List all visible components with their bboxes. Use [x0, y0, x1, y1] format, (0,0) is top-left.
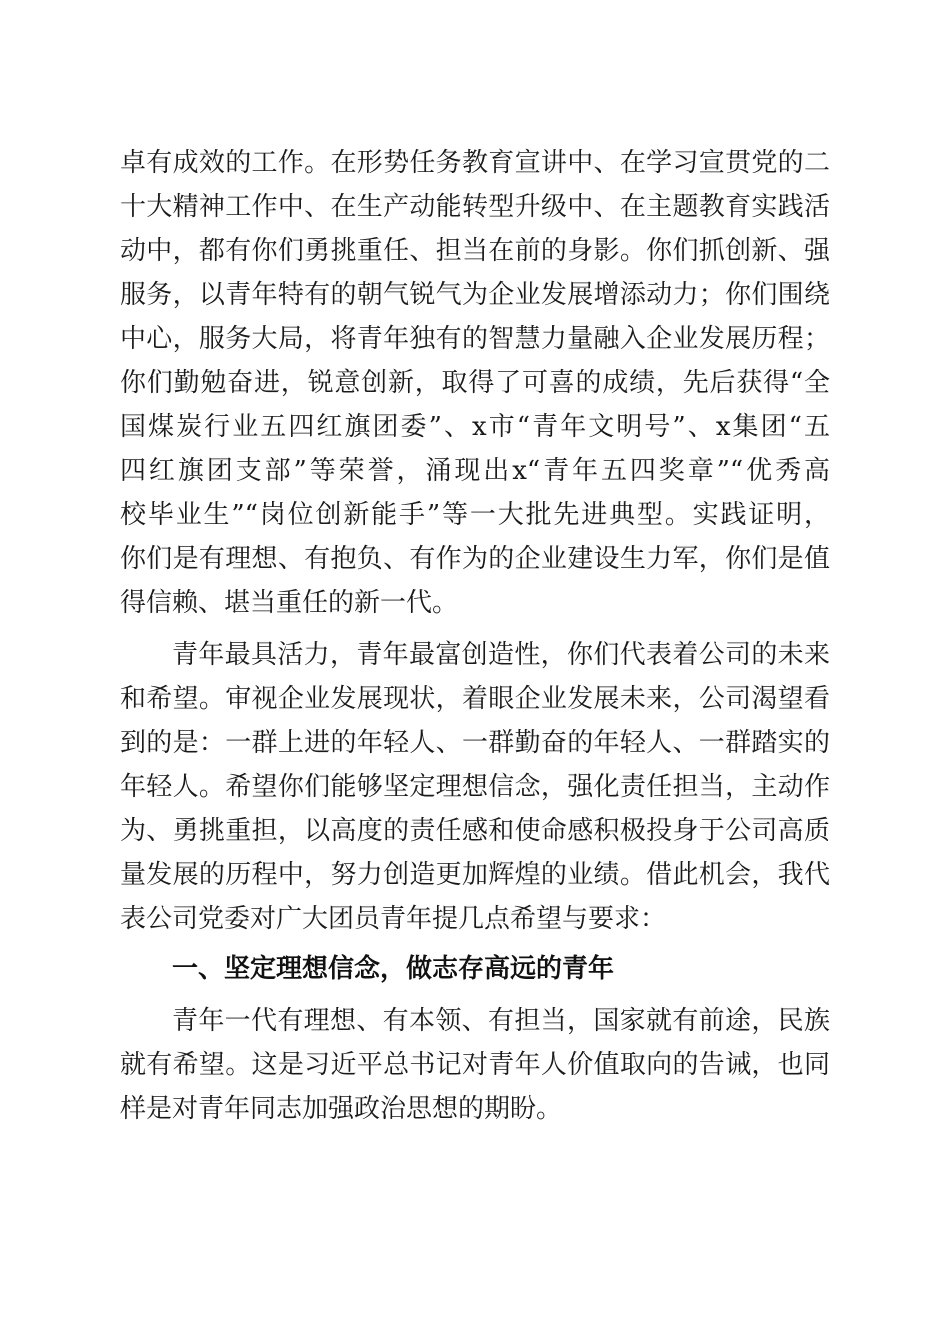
paragraph-line: 国煤炭行业五四红旗团委”、x市“青年文明号”、x集团“五: [120, 412, 830, 442]
paragraph-line: 得信赖、堪当重任的新一代。: [120, 588, 459, 618]
paragraph-line: 卓有成效的工作。在形势任务教育宣讲中、在学习宣贯党的二: [120, 148, 830, 178]
paragraph-line: 你们勤勉奋进，锐意创新，取得了可喜的成绩，先后获得“全: [120, 368, 830, 398]
paragraph-line: 青年一代有理想、有本领、有担当，国家就有前途，民族: [172, 1006, 830, 1036]
paragraph-line: 服务，以青年特有的朝气锐气为企业发展增添动力；你们围绕: [120, 280, 830, 310]
paragraph-line: 和希望。审视企业发展现状，着眼企业发展未来，公司渴望看: [120, 684, 830, 714]
paragraph-line: 表公司党委对广大团员青年提几点希望与要求：: [120, 904, 667, 934]
paragraph-line: 年轻人。希望你们能够坚定理想信念，强化责任担当，主动作: [120, 772, 830, 802]
paragraph-line: 到的是：一群上进的年轻人、一群勤奋的年轻人、一群踏实的: [120, 728, 830, 758]
paragraph-line: 校毕业生”“岗位创新能手”等一大批先进典型。实践证明，: [120, 500, 830, 530]
paragraph-line: 四红旗团支部”等荣誉，涌现出x“青年五四奖章”“优秀高: [120, 456, 830, 486]
paragraph-line: 中心，服务大局，将青年独有的智慧力量融入企业发展历程；: [120, 324, 830, 354]
paragraph-line: 就有希望。这是习近平总书记对青年人价值取向的告诫，也同: [120, 1050, 830, 1080]
paragraph-line: 青年最具活力，青年最富创造性，你们代表着公司的未来: [172, 640, 830, 670]
paragraph-line: 你们是有理想、有抱负、有作为的企业建设生力军，你们是值: [120, 544, 830, 574]
paragraph-line: 为、勇挑重担，以高度的责任感和使命感积极投身于公司高质: [120, 816, 830, 846]
paragraph-line: 量发展的历程中，努力创造更加辉煌的业绩。借此机会，我代: [120, 860, 830, 890]
paragraph-line: 十大精神工作中、在生产动能转型升级中、在主题教育实践活: [120, 192, 830, 222]
paragraph-line: 样是对青年同志加强政治思想的期盼。: [120, 1094, 563, 1124]
paragraph-line: 动中，都有你们勇挑重任、担当在前的身影。你们抓创新、强: [120, 236, 830, 266]
section-heading: 一、坚定理想信念，做志存高远的青年: [172, 954, 615, 984]
